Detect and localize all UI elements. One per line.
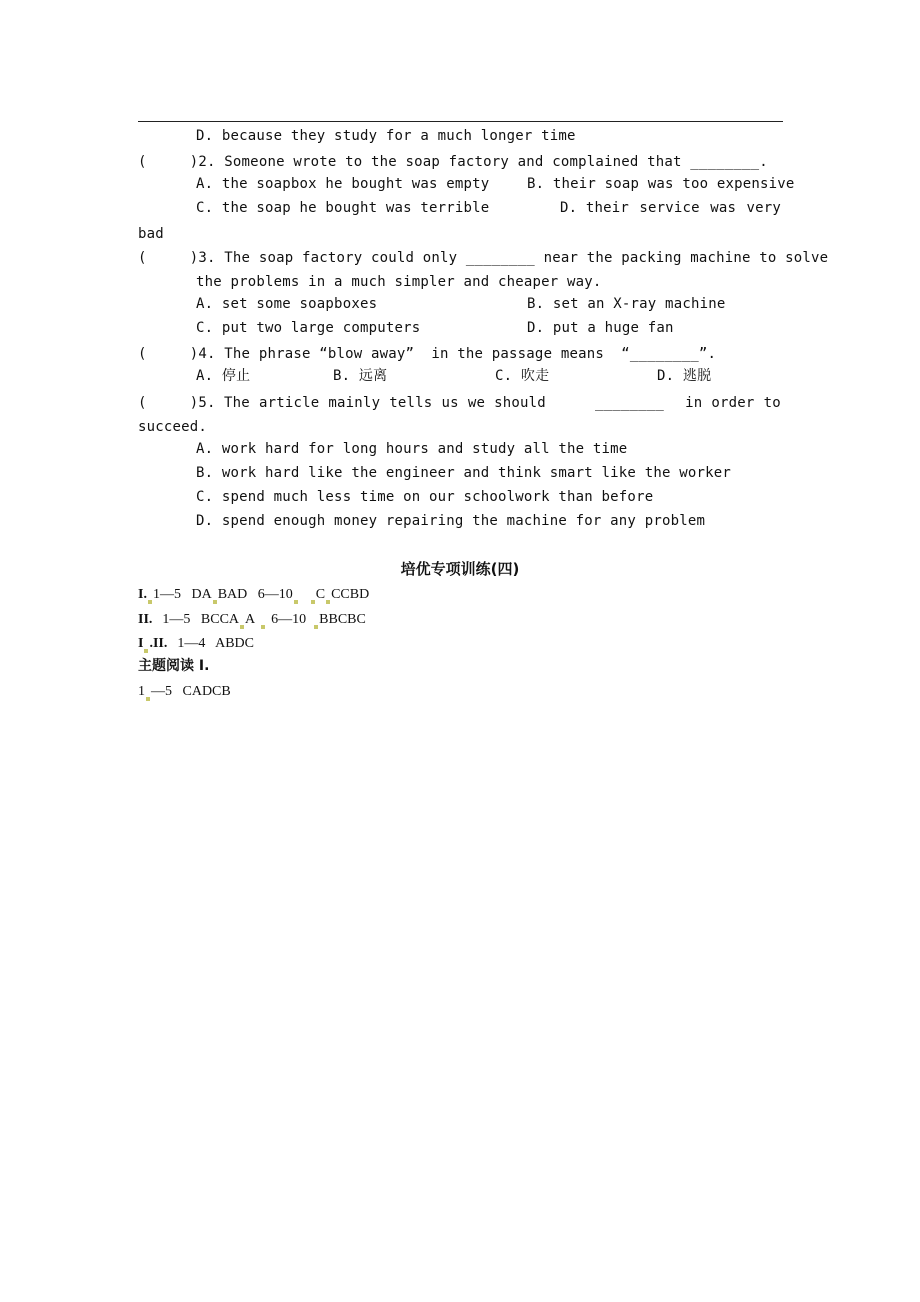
edit-marker bbox=[213, 600, 217, 604]
q5-stem-word: to bbox=[763, 395, 781, 411]
reading-text: —5 CADCB bbox=[151, 684, 231, 699]
q5-stem-word: us bbox=[441, 395, 459, 411]
reading-label: 主题阅读 I. bbox=[138, 658, 210, 674]
q5-stem-word: should bbox=[494, 395, 546, 411]
q3-answer-paren[interactable]: ( )3. bbox=[138, 250, 216, 266]
q3-option-d: D. put a huge fan bbox=[527, 320, 674, 336]
section-2-text: A bbox=[245, 612, 256, 627]
edit-marker bbox=[326, 600, 330, 604]
q2-option-b: B. their soap was too expensive bbox=[527, 176, 795, 192]
q3-option-c: C. put two large computers bbox=[196, 320, 421, 336]
section-2-text: 1—5 BCCA bbox=[162, 612, 240, 627]
q5-stem-word: mainly bbox=[328, 395, 381, 411]
q4-option-c: C. 吹走 bbox=[495, 368, 550, 384]
section-1-text: CCBD bbox=[331, 587, 370, 602]
section-3-text: 1—4 ABDC bbox=[177, 636, 254, 651]
edit-marker bbox=[146, 697, 150, 701]
q4-option-d: D. 逃脱 bbox=[657, 368, 712, 384]
q5-blank: ________ bbox=[594, 395, 665, 411]
q4-answer-paren[interactable]: ( )4. bbox=[138, 346, 216, 362]
q2-answer-paren[interactable]: ( )2. bbox=[138, 154, 216, 170]
section-2-label: II. bbox=[138, 612, 153, 627]
answers-section-2 bbox=[138, 611, 366, 629]
header-rule bbox=[138, 121, 783, 122]
q5-stem bbox=[224, 394, 781, 412]
reading-text: 1 bbox=[138, 684, 145, 699]
section-2-text: 6—10 bbox=[271, 612, 314, 627]
section-1-text: C bbox=[315, 587, 326, 602]
q5-stem-word: order bbox=[711, 395, 755, 411]
q5-stem-word: article bbox=[258, 395, 320, 411]
section-3-label: .II. bbox=[149, 636, 168, 651]
q5-stem-word: in bbox=[685, 395, 703, 411]
q3-stem bbox=[138, 249, 828, 267]
q5-option-b: B. work hard like the engineer and think smart like the worker bbox=[196, 465, 731, 481]
q5-stem-word: tells bbox=[389, 395, 433, 411]
edit-marker bbox=[294, 600, 298, 604]
edit-marker bbox=[240, 625, 244, 629]
edit-marker bbox=[311, 600, 315, 604]
q2-option-d-wrap: bad bbox=[138, 226, 164, 242]
q2-option-d-word: was bbox=[710, 200, 737, 216]
q4-stem-text: The phrase “blow away” in the passage means “________”. bbox=[215, 346, 717, 362]
q3-stem-cont: the problems in a much simpler and cheaper way. bbox=[196, 274, 602, 290]
section-2-text: BBCBC bbox=[319, 612, 366, 627]
q2-option-d-word: very bbox=[746, 200, 781, 216]
q5-option-a: A. work hard for long hours and study all the time bbox=[196, 441, 628, 457]
q5-stem-word: The bbox=[224, 395, 250, 411]
q5-option-d: D. spend enough money repairing the machine for any problem bbox=[196, 513, 706, 529]
q3-stem-text: The soap factory could only ________ near the packing machine to solve bbox=[215, 250, 829, 266]
q5-option-c: C. spend much less time on our schoolwork than before bbox=[196, 489, 654, 505]
section-1-text: 1—5 DA bbox=[152, 587, 212, 602]
reading-answers bbox=[138, 683, 231, 701]
q2-stem bbox=[138, 153, 768, 171]
edit-marker bbox=[314, 625, 318, 629]
q1-option-d: D. because they study for a much longer time bbox=[196, 128, 576, 144]
q2-option-c: C. the soap he bought was terrible bbox=[196, 200, 490, 216]
q2-option-d-word: D. their bbox=[560, 200, 630, 216]
q2-option-d bbox=[560, 199, 781, 217]
edit-marker bbox=[144, 649, 148, 653]
q2-option-d-word: service bbox=[639, 200, 700, 216]
answers-title: 培优专项训练(四) bbox=[400, 560, 520, 578]
answers-section-3 bbox=[138, 635, 254, 653]
edit-marker bbox=[148, 600, 152, 604]
q3-option-a: A. set some soapboxes bbox=[196, 296, 378, 312]
q5-stem-wrap: succeed. bbox=[138, 419, 208, 435]
q4-option-b: B. 远离 bbox=[333, 368, 388, 384]
q2-stem-text: Someone wrote to the soap factory and complained that ________. bbox=[215, 154, 768, 170]
q5-stem-word: we bbox=[467, 395, 486, 411]
q4-stem bbox=[138, 345, 716, 363]
section-1-label: I. bbox=[138, 587, 147, 602]
answers-section-1 bbox=[138, 586, 369, 604]
q5-answer-paren[interactable]: ( )5. bbox=[138, 395, 216, 411]
section-1-text: BAD 6—10 bbox=[217, 587, 293, 602]
q3-option-b: B. set an X-ray machine bbox=[527, 296, 726, 312]
section-3-label: I bbox=[138, 636, 144, 651]
q2-option-a: A. the soapbox he bought was empty bbox=[196, 176, 490, 192]
q4-option-a: A. 停止 bbox=[196, 368, 251, 384]
edit-marker bbox=[261, 625, 265, 629]
